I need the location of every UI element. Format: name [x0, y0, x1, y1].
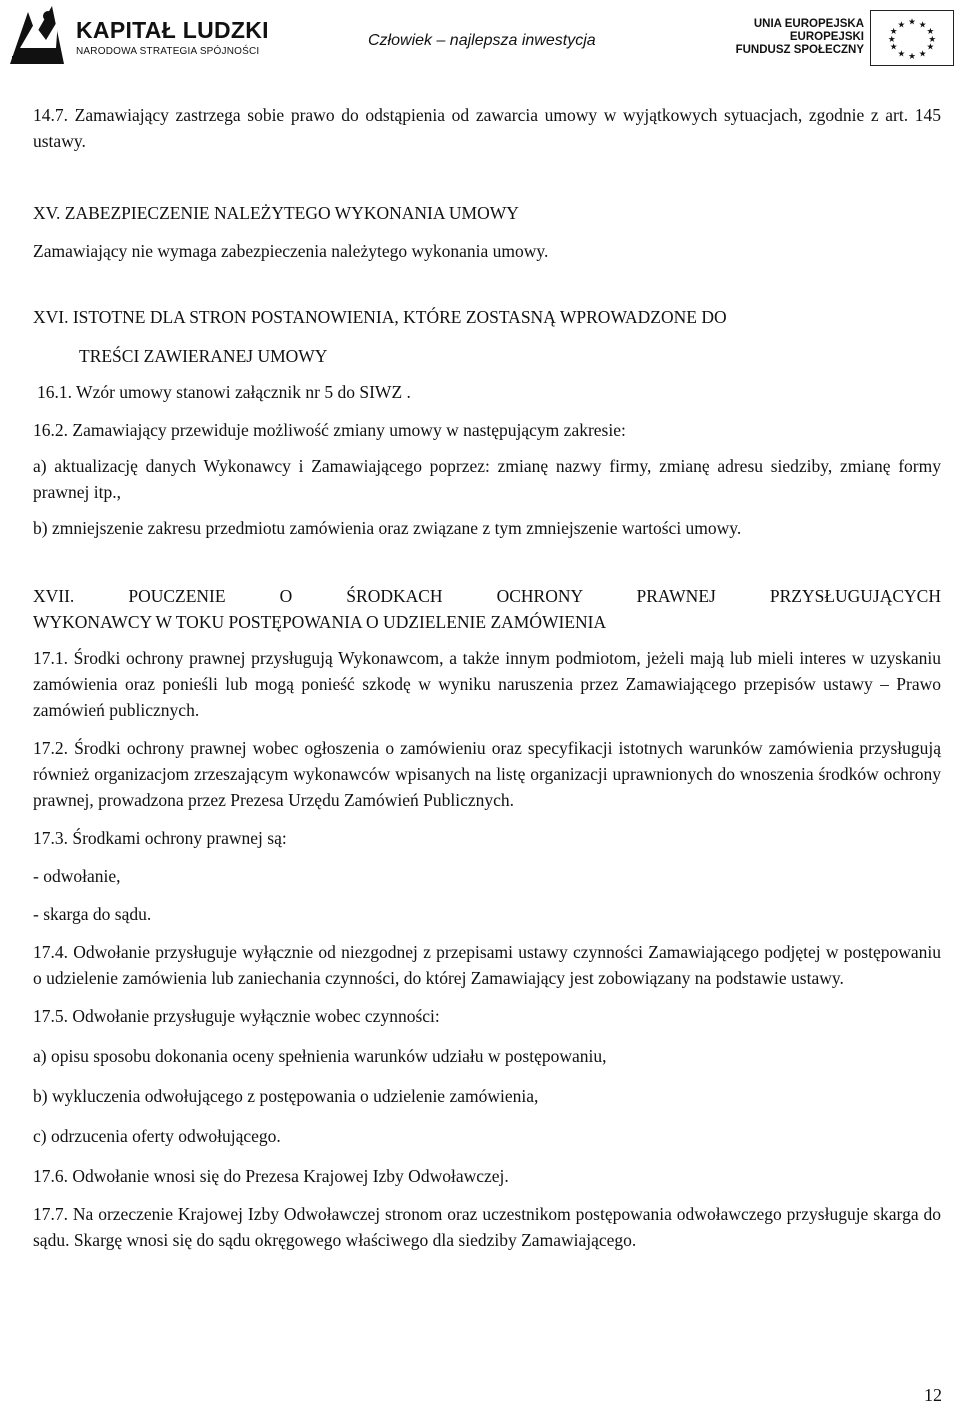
header-slogan: Człowiek – najlepsza inwestycja: [368, 32, 596, 49]
paragraph-17-3: 17.3. Środkami ochrony prawnej są:: [33, 828, 287, 848]
svg-text:★: ★: [918, 20, 927, 31]
section-heading-xvi-line-1: XVI. ISTOTNE DLA STRON POSTANOWIENIA, KTÓRE ZOSTASNĄ WPROWADZONE DO: [33, 307, 727, 327]
svg-text:★: ★: [889, 27, 898, 38]
paragraph-14-7: 14.7. Zamawiający zastrzega sobie prawo do odstąpienia od zawarcia umowy w wyjątkowych sytuacjach, zgodnie z art. 145 ustawy.: [33, 105, 941, 151]
svg-text:★: ★: [926, 27, 935, 38]
svg-text:★: ★: [887, 34, 896, 45]
eu-line-1: UNIA EUROPEJSKA: [753, 18, 864, 30]
paragraph-16-2-b: b) zmniejszenie zakresu przedmiotu zamówienia oraz związane z tym zmniejszenie wartości umowy.: [33, 518, 742, 538]
svg-text:★: ★: [928, 34, 937, 45]
paragraph-16-2: 16.2. Zamawiający przewiduje możliwość zmiany umowy w następującym zakresie:: [33, 420, 626, 440]
section-heading-xv: XV. ZABEZPIECZENIE NALEŻYTEGO WYKONANIA UMOWY: [33, 203, 519, 223]
page-number: 12: [924, 1385, 942, 1405]
kapital-ludzki-emblem-icon: [6, 4, 68, 68]
page-header: [0, 0, 960, 70]
paragraph-17-6: 17.6. Odwołanie wnosi się do Prezesa Krajowej Izby Odwoławczej.: [33, 1166, 509, 1186]
eu-logo-text: [736, 18, 864, 57]
svg-text:★: ★: [908, 52, 916, 63]
paragraph-17-4: 17.4. Odwołanie przysługuje wyłącznie od niezgodnej z przepisami ustawy czynności Zamawiającego podjętej w postępowaniu o udzielenie zamówienia lub zaniechania czynności, do której Zamawiający jest zobowiązany na podstawie ustawy.: [33, 942, 941, 988]
eu-line-2: EUROPEJSKI: [789, 31, 864, 43]
paragraph-17-3-a: - odwołanie,: [33, 866, 121, 886]
paragraph-17-7: 17.7. Na orzeczenie Krajowej Izby Odwoławczej stronom oraz uczestnikom postępowania odwoławczego przysługuje skarga do sądu. Skargę wnosi się do sądu okręgowego właściwego dla siedziby Zamawiającego.: [33, 1204, 941, 1250]
section-heading-xvi-line-2: TREŚCI ZAWIERANEJ UMOWY: [79, 346, 328, 366]
paragraph-17-5-a: a) opisu sposobu dokonania oceny spełnienia warunków udziału w postępowaniu,: [33, 1046, 607, 1066]
logo-title: KAPITAŁ LUDZKI: [76, 17, 269, 43]
paragraph-17-1: 17.1. Środki ochrony prawnej przysługują Wykonawcom, a także innym podmiotom, jeżeli mają lub mieli interes w uzyskaniu zamówienia oraz ponieśli lub mogą ponieść szkodę w wyniku naruszenia przez Zamawiającego przepisów ustawy – Prawo zamówień publicznych.: [33, 648, 941, 720]
svg-text:★: ★: [926, 42, 935, 53]
paragraph-17-5-c: c) odrzucenia oferty odwołującego.: [33, 1126, 281, 1146]
paragraph-17-5: 17.5. Odwołanie przysługuje wyłącznie wobec czynności:: [33, 1006, 440, 1026]
eu-line-3: FUNDUSZ SPOŁECZNY: [735, 44, 864, 56]
paragraph-17-5-b: b) wykluczenia odwołującego z postępowania o udzielenie zamówienia,: [33, 1086, 539, 1106]
svg-text:★: ★: [889, 42, 898, 53]
section-heading-xvii-line-1: XVII. POUCZENIE O ŚRODKACH OCHRONY PRAWNEJ PRZYSŁUGUJĄCYCH: [33, 586, 941, 606]
kapital-ludzki-logo: [6, 4, 269, 68]
logo-subtitle: NARODOWA STRATEGIA SPÓJNOŚCI: [76, 46, 260, 57]
svg-text:★: ★: [918, 49, 927, 60]
paragraph-xv: Zamawiający nie wymaga zabezpieczenia należytego wykonania umowy.: [33, 241, 549, 261]
paragraph-16-2-a: a) aktualizację danych Wykonawcy i Zamawiającego poprzez: zmianę nazwy firmy, zmianę adresu siedziby, zmianę formy prawnej itp.,: [33, 456, 941, 502]
paragraph-17-3-b: - skarga do sądu.: [33, 904, 152, 924]
paragraph-17-2: 17.2. Środki ochrony prawnej wobec ogłoszenia o zamówieniu oraz specyfikacji istotnych warunków zamówienia przysługują również organizacjom zrzeszającym wykonawców wpisanych na listę organizacji uprawnionych do wnoszenia środków ochrony prawnej, prowadzona przez Prezesa Urzędu Zamówień Publicznych.: [33, 738, 941, 810]
section-heading-xvii-line-2: WYKONAWCY W TOKU POSTĘPOWANIA O UDZIELENIE ZAMÓWIENIA: [33, 612, 607, 632]
document-body: [33, 102, 941, 1253]
svg-text:★: ★: [908, 17, 916, 28]
svg-text:★: ★: [897, 20, 906, 31]
svg-text:★: ★: [897, 49, 906, 60]
paragraph-16-1: 16.1. Wzór umowy stanowi załącznik nr 5 do SIWZ .: [37, 382, 411, 402]
eu-flag-icon: [870, 10, 954, 66]
eu-logo: [735, 10, 958, 70]
